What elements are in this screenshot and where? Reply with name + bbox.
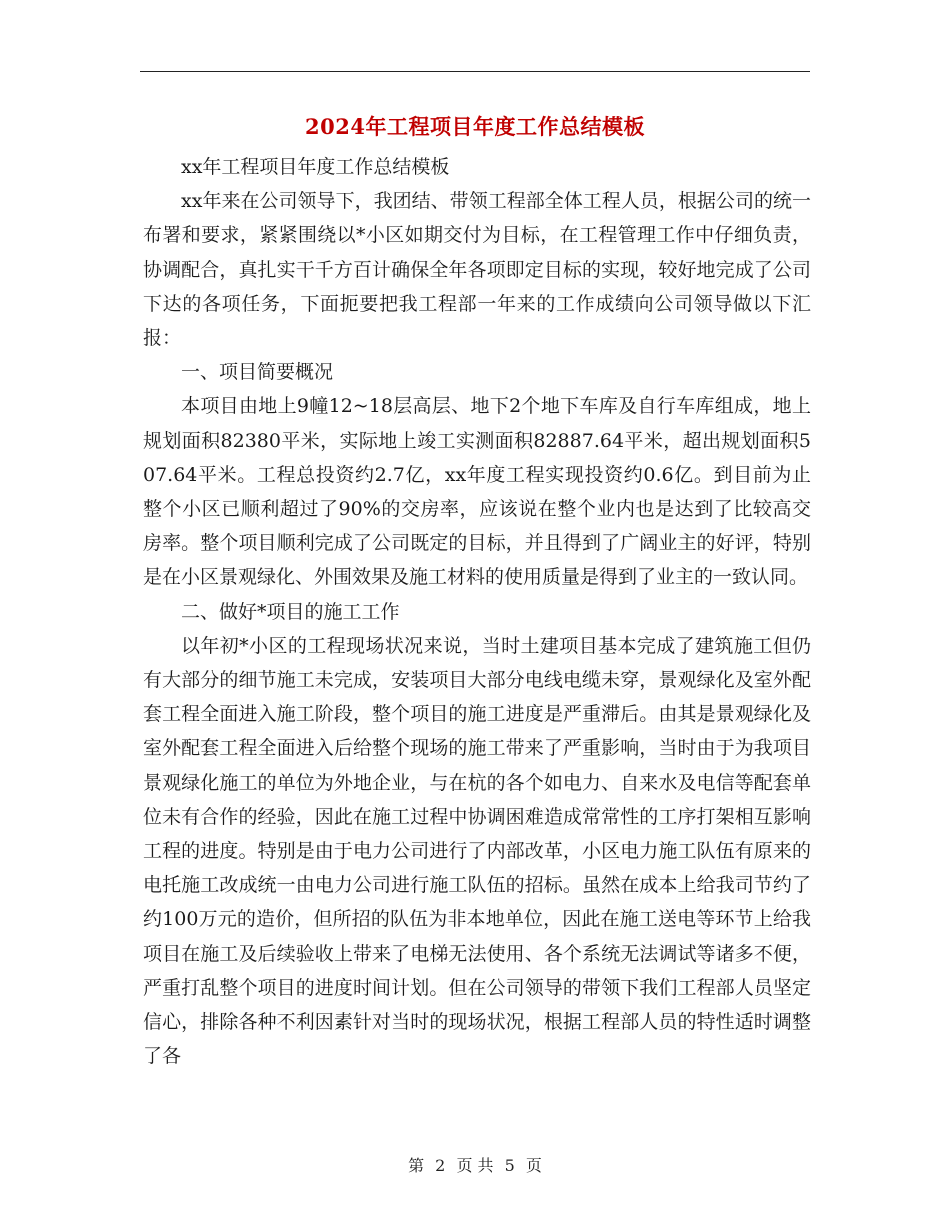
paragraph-project-overview: 本项目由地上9幢12~18层高层、地下2个地下车库及自行车库组成，地上规划面积82380平米，实际地上竣工实测面积82887.64平米，超出规划面积507.64平米。工程总投资约2.7亿，xx年度工程实现投资约0.6亿。到目前为止整个小区已顺利超过了90%的交房率，应该说在整个业内也是达到了比较高交房率。整个项目顺利完成了公司既定的目标，并且得到了广阔业主的好评，特别是在小区景观绿化、外围效果及施工材料的使用质量是得到了业主的一致认同。 [143,395,811,589]
section-heading-1: 一、项目简要概况 [181,361,334,384]
page-current-number: 2 [435,1156,446,1175]
page-total-number: 5 [504,1156,515,1175]
header-rule [140,71,810,72]
page-footer [0,1155,950,1177]
page-label-mid: 页 共 [456,1156,494,1175]
paragraph-construction-work: 以年初*小区的工程现场状况来说，当时土建项目基本完成了建筑施工但仍有大部分的细节施工未完成，安装项目大部分电线电缆未穿，景观绿化及室外配套工程全面进入施工阶段，整个项目的施工进度是严重滞后。由其是景观绿化及室外配套工程全面进入后给整个现场的施工带来了严重影响，当时由于为我项目景观绿化施工的单位为外地企业，与在杭的各个如电力、自来水及电信等配套单位未有合作的经验，因此在施工过程中协调困难造成常常性的工序打架相互影响工程的进度。特别是由于电力公司进行了内部改革，小区电力施工队伍有原来的电托施工改成统一由电力公司进行施工队伍的招标。虽然在成本上给我司节约了约100万元的造价，但所招的队伍为非本地单位，因此在施工送电等环节上给我项目在施工及后续验收上带来了电梯无法使用、各个系统无法调试等诸多不便，严重打乱整个项目的进度时间计划。但在公司领导的带领下我们工程部人员坚定信心，排除各种不利因素针对当时的现场状况，根据工程部人员的特性适时调整了各 [143,634,811,1068]
page-label-suffix: 页 [525,1156,542,1175]
page-label-prefix: 第 [408,1156,425,1175]
paragraph-subtitle: xx年工程项目年度工作总结模板 [181,156,450,178]
document-body [143,150,811,1073]
document-title: 2024年工程项目年度工作总结模板 [305,114,645,139]
section-heading-2: 二、做好*项目的施工工作 [181,600,400,623]
paragraph-intro: xx年来在公司领导下，我团结、带领工程部全体工程人员，根据公司的统一布署和要求，紧紧围绕以*小区如期交付为目标，在工程管理工作中仔细负责，协调配合，真扎实干千方百计确保全年各项即定目标的实现，较好地完成了公司下达的各项任务，下面扼要把我工程部一年来的工作成绩向公司领导做以下汇报： [143,190,811,350]
